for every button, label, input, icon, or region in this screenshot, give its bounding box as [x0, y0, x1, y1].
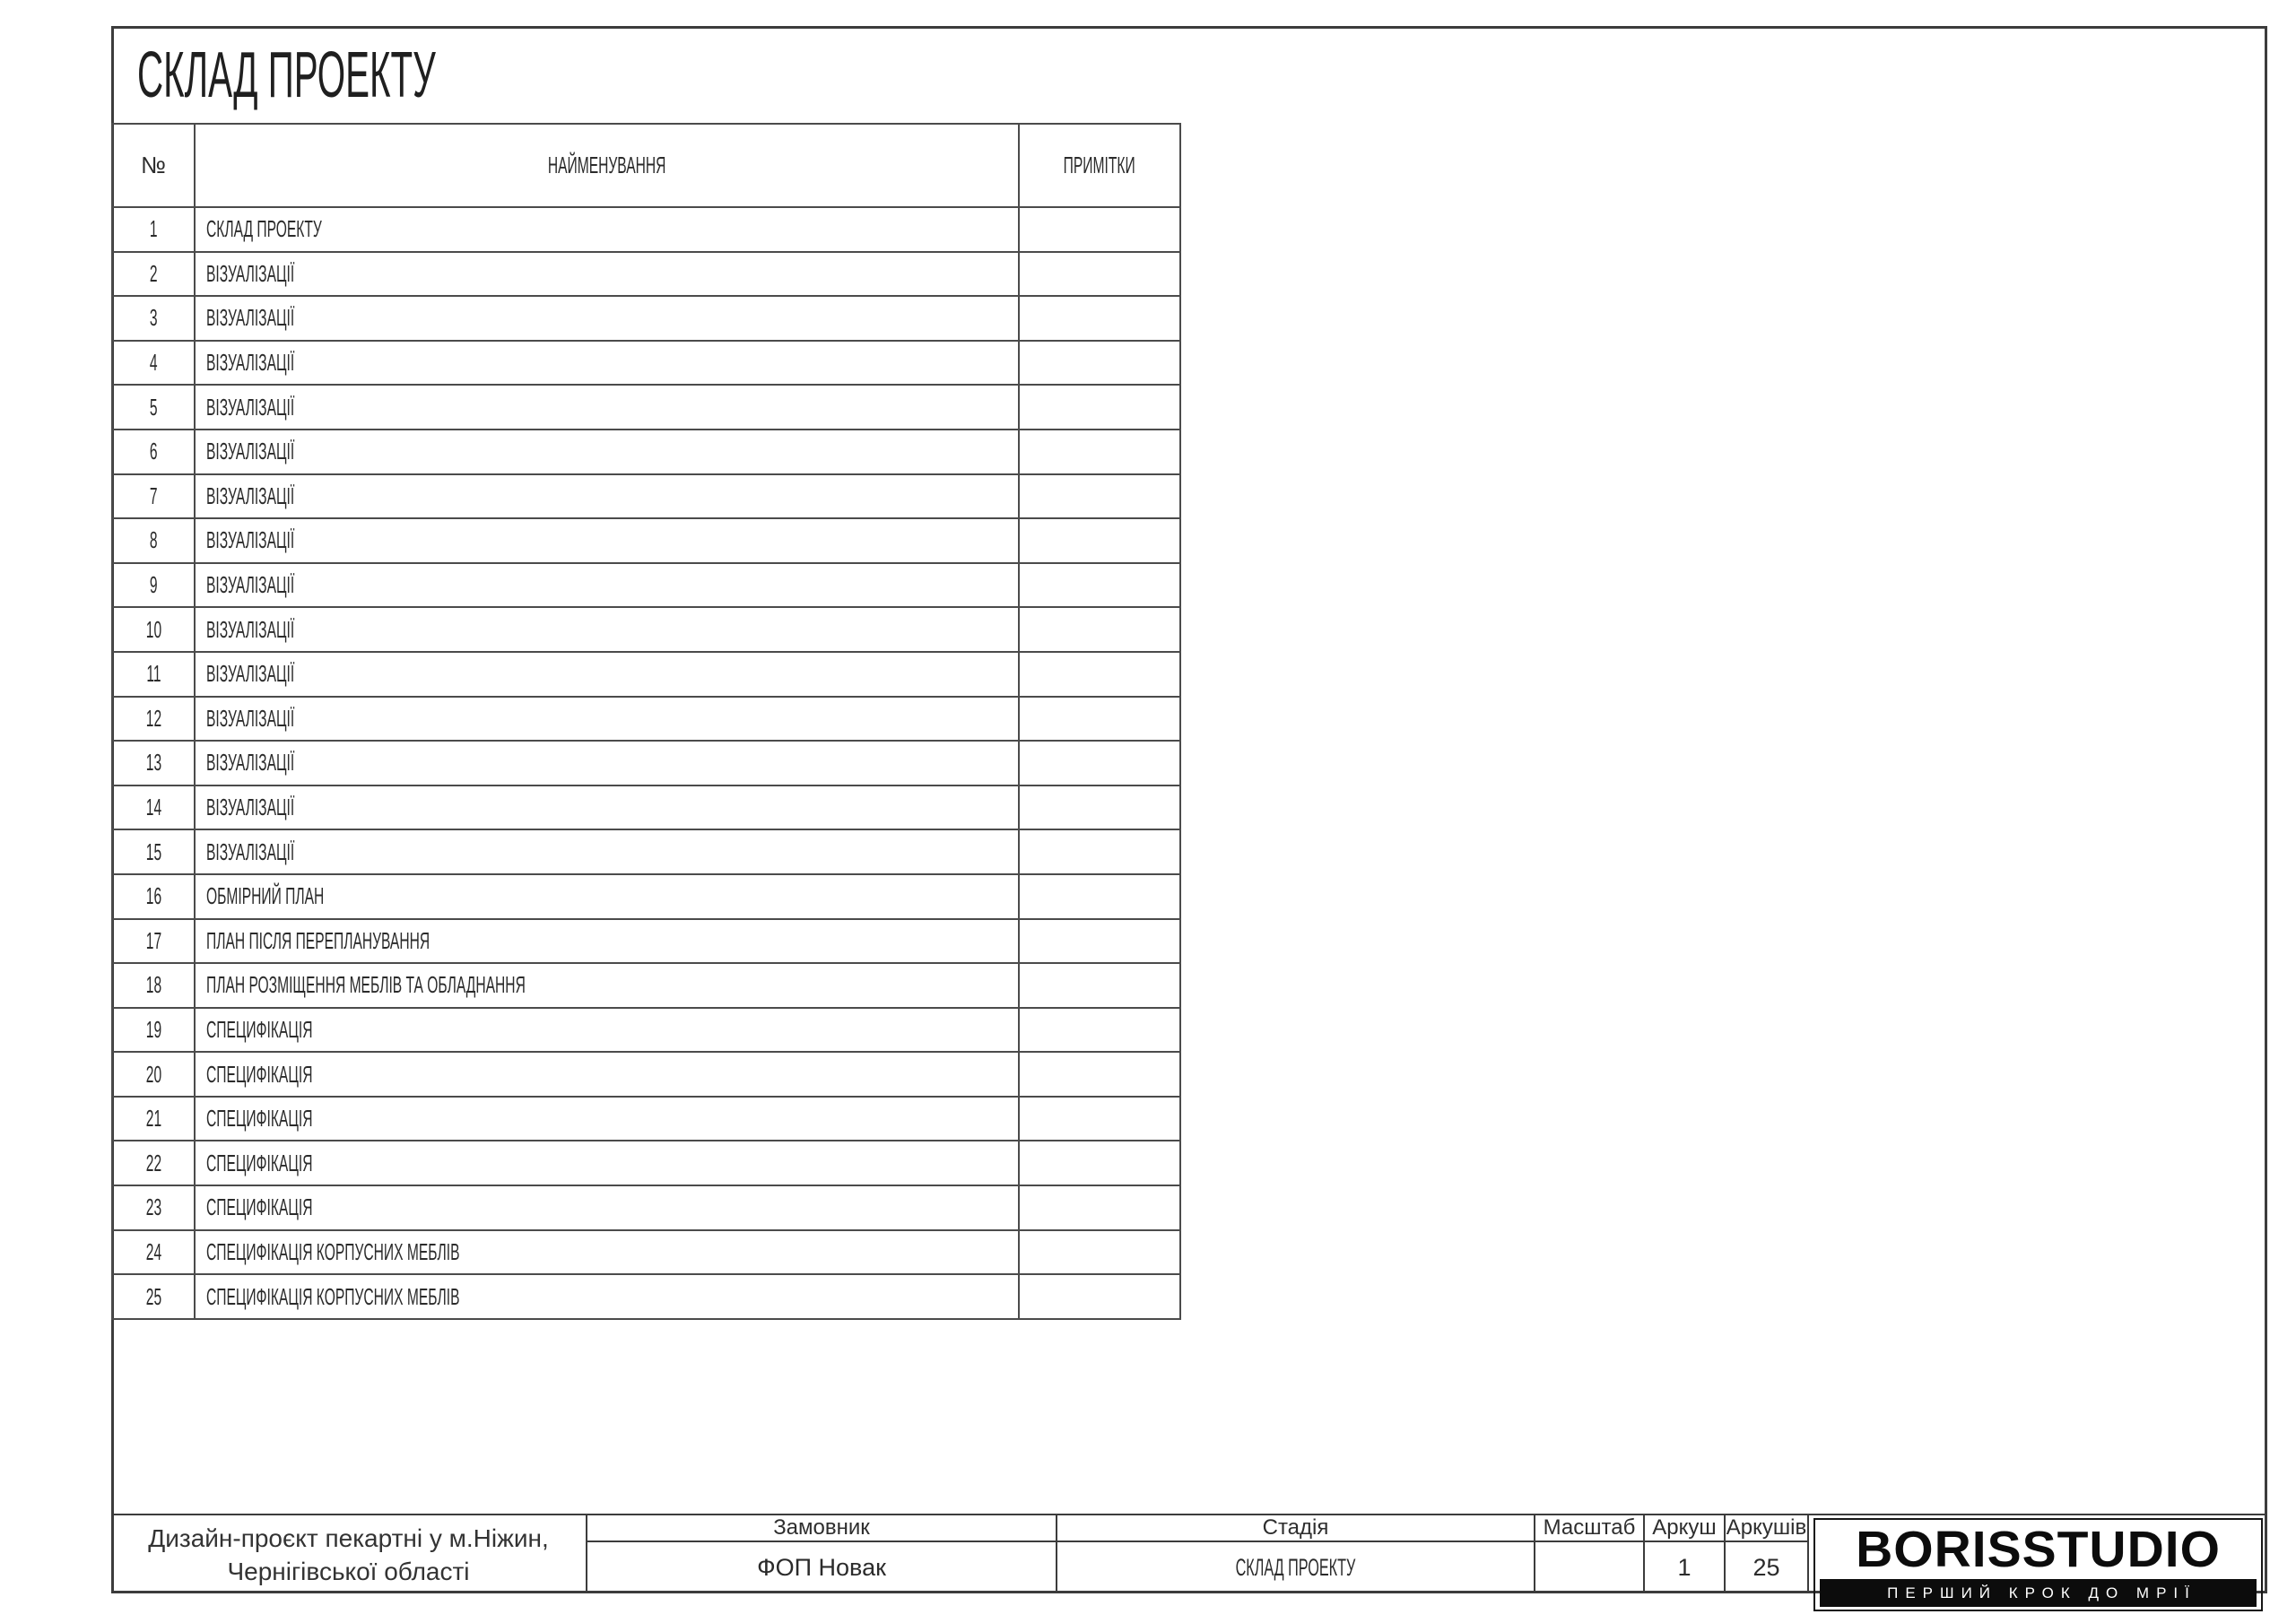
row-notes — [1019, 1141, 1180, 1185]
scale-cell — [1534, 1515, 1643, 1593]
page-title-text: СКЛАД ПРОЕКТУ — [137, 39, 436, 111]
table-row — [112, 207, 1180, 252]
row-number: 8 — [112, 518, 195, 563]
row-name: ВІЗУАЛІЗАЦІЇ — [195, 652, 1019, 697]
table-row — [112, 1097, 1180, 1141]
table-row — [112, 430, 1180, 474]
table-row — [112, 1274, 1180, 1319]
logo-cell — [1807, 1515, 2267, 1601]
table-row — [112, 829, 1180, 874]
row-notes — [1019, 1097, 1180, 1141]
project-name-line2: Чернігівської області — [227, 1557, 470, 1585]
row-number: 14 — [112, 785, 195, 830]
row-number: 17 — [112, 919, 195, 964]
borisstudio-logo — [1813, 1518, 2263, 1611]
table-row — [112, 385, 1180, 430]
row-name: СПЕЦИФІКАЦІЯ — [195, 1097, 1019, 1141]
table-row — [112, 919, 1180, 964]
logo-brand-wrap — [1819, 1520, 2257, 1579]
row-notes — [1019, 1274, 1180, 1319]
row-notes — [1019, 963, 1180, 1008]
scale-value — [1535, 1542, 1643, 1593]
stage-cell — [1056, 1515, 1534, 1593]
row-number: 19 — [112, 1008, 195, 1053]
row-number: 25 — [112, 1274, 195, 1319]
table-row — [112, 741, 1180, 785]
row-name: СПЕЦИФІКАЦІЯ — [195, 1052, 1019, 1097]
row-name: ВІЗУАЛІЗАЦІЇ — [195, 785, 1019, 830]
row-notes — [1019, 252, 1180, 297]
row-notes — [1019, 829, 1180, 874]
table-row — [112, 785, 1180, 830]
row-number: 2 — [112, 252, 195, 297]
row-notes — [1019, 874, 1180, 919]
row-notes — [1019, 785, 1180, 830]
column-header-name: НАЙМЕНУВАННЯ — [195, 124, 1019, 207]
row-name: ВІЗУАЛІЗАЦІЇ — [195, 829, 1019, 874]
row-name: ВІЗУАЛІЗАЦІЇ — [195, 430, 1019, 474]
row-notes — [1019, 385, 1180, 430]
row-number: 20 — [112, 1052, 195, 1097]
project-name-line1: Дизайн-проєкт пекартні у м.Ніжин, — [148, 1523, 549, 1552]
table-row — [112, 1185, 1180, 1230]
row-notes — [1019, 1052, 1180, 1097]
row-name: ПЛАН РОЗМІЩЕННЯ МЕБЛІВ ТА ОБЛАДНАННЯ — [195, 963, 1019, 1008]
title-block — [111, 1514, 2267, 1601]
table-row — [112, 607, 1180, 652]
row-name: СПЕЦИФІКАЦІЯ КОРПУСНИХ МЕБЛІВ — [195, 1274, 1019, 1319]
row-name: СПЕЦИФІКАЦІЯ КОРПУСНИХ МЕБЛІВ — [195, 1230, 1019, 1275]
table-row — [112, 296, 1180, 341]
row-name: ПЛАН ПІСЛЯ ПЕРЕПЛАНУВАННЯ — [195, 919, 1019, 964]
table-row — [112, 341, 1180, 386]
table-header — [112, 124, 1180, 207]
sheets-total-label: Аркушів — [1726, 1515, 1807, 1542]
project-name-cell — [111, 1515, 586, 1593]
row-number: 3 — [112, 296, 195, 341]
row-number: 10 — [112, 607, 195, 652]
row-name: СПЕЦИФІКАЦІЯ — [195, 1185, 1019, 1230]
scale-label: Масштаб — [1535, 1515, 1643, 1542]
row-notes — [1019, 607, 1180, 652]
row-name: ВІЗУАЛІЗАЦІЇ — [195, 697, 1019, 742]
row-number: 6 — [112, 430, 195, 474]
row-notes — [1019, 518, 1180, 563]
table-row — [112, 252, 1180, 297]
row-name: ВІЗУАЛІЗАЦІЇ — [195, 252, 1019, 297]
row-name: СКЛАД ПРОЕКТУ — [195, 207, 1019, 252]
row-number: 16 — [112, 874, 195, 919]
customer-cell — [586, 1515, 1056, 1593]
row-name: ВІЗУАЛІЗАЦІЇ — [195, 518, 1019, 563]
table-row — [112, 518, 1180, 563]
row-name: ВІЗУАЛІЗАЦІЇ — [195, 563, 1019, 608]
stage-value: СКЛАД ПРОЕКТУ — [1235, 1554, 1356, 1581]
row-number: 5 — [112, 385, 195, 430]
row-notes — [1019, 652, 1180, 697]
sheet-number-cell — [1643, 1515, 1724, 1593]
row-number: 21 — [112, 1097, 195, 1141]
table-row — [112, 1230, 1180, 1275]
row-name: СПЕЦИФІКАЦІЯ — [195, 1008, 1019, 1053]
table-row — [112, 1141, 1180, 1185]
row-name: ВІЗУАЛІЗАЦІЇ — [195, 341, 1019, 386]
row-name: ОБМІРНИЙ ПЛАН — [195, 874, 1019, 919]
table-row — [112, 697, 1180, 742]
row-notes — [1019, 741, 1180, 785]
table-header-row — [112, 124, 1180, 207]
row-number: 13 — [112, 741, 195, 785]
row-notes — [1019, 341, 1180, 386]
row-number: 9 — [112, 563, 195, 608]
row-notes — [1019, 1230, 1180, 1275]
table-row — [112, 1008, 1180, 1053]
stage-label: Стадія — [1057, 1515, 1534, 1542]
row-number: 11 — [112, 652, 195, 697]
sheets-total-cell — [1724, 1515, 1807, 1593]
row-notes — [1019, 207, 1180, 252]
sheets-total-value: 25 — [1752, 1554, 1780, 1581]
row-notes — [1019, 1008, 1180, 1053]
row-number: 23 — [112, 1185, 195, 1230]
table-row — [112, 874, 1180, 919]
row-notes — [1019, 296, 1180, 341]
row-name: СПЕЦИФІКАЦІЯ — [195, 1141, 1019, 1185]
logo-brand-text: BORISSTUDIO — [1856, 1521, 2221, 1578]
row-number: 1 — [112, 207, 195, 252]
row-number: 24 — [112, 1230, 195, 1275]
table-row — [112, 474, 1180, 519]
row-name: ВІЗУАЛІЗАЦІЇ — [195, 296, 1019, 341]
customer-label: Замовник — [587, 1515, 1056, 1542]
row-notes — [1019, 474, 1180, 519]
table-row — [112, 563, 1180, 608]
customer-value: ФОП Новак — [757, 1554, 886, 1581]
row-notes — [1019, 1185, 1180, 1230]
row-notes — [1019, 697, 1180, 742]
table-row — [112, 1052, 1180, 1097]
table-row — [112, 963, 1180, 1008]
row-notes — [1019, 563, 1180, 608]
logo-tagline-bar — [1820, 1579, 2257, 1607]
project-contents-table — [111, 123, 1181, 1320]
row-number: 7 — [112, 474, 195, 519]
row-notes — [1019, 919, 1180, 964]
sheet-label: Аркуш — [1645, 1515, 1724, 1542]
row-name: ВІЗУАЛІЗАЦІЇ — [195, 474, 1019, 519]
row-name: ВІЗУАЛІЗАЦІЇ — [195, 385, 1019, 430]
row-number: 4 — [112, 341, 195, 386]
table-row — [112, 652, 1180, 697]
sheet-value: 1 — [1677, 1554, 1692, 1581]
row-name: ВІЗУАЛІЗАЦІЇ — [195, 607, 1019, 652]
row-number: 22 — [112, 1141, 195, 1185]
column-header-number: № — [112, 124, 195, 207]
page-title — [137, 38, 670, 113]
row-notes — [1019, 430, 1180, 474]
row-name: ВІЗУАЛІЗАЦІЇ — [195, 741, 1019, 785]
sheet-table-body — [112, 207, 1180, 1319]
logo-tagline-text: ПЕРШИЙ КРОК ДО МРІЇ — [1887, 1584, 2196, 1601]
row-number: 12 — [112, 697, 195, 742]
row-number: 15 — [112, 829, 195, 874]
row-number: 18 — [112, 963, 195, 1008]
column-header-notes: ПРИМІТКИ — [1019, 124, 1180, 207]
